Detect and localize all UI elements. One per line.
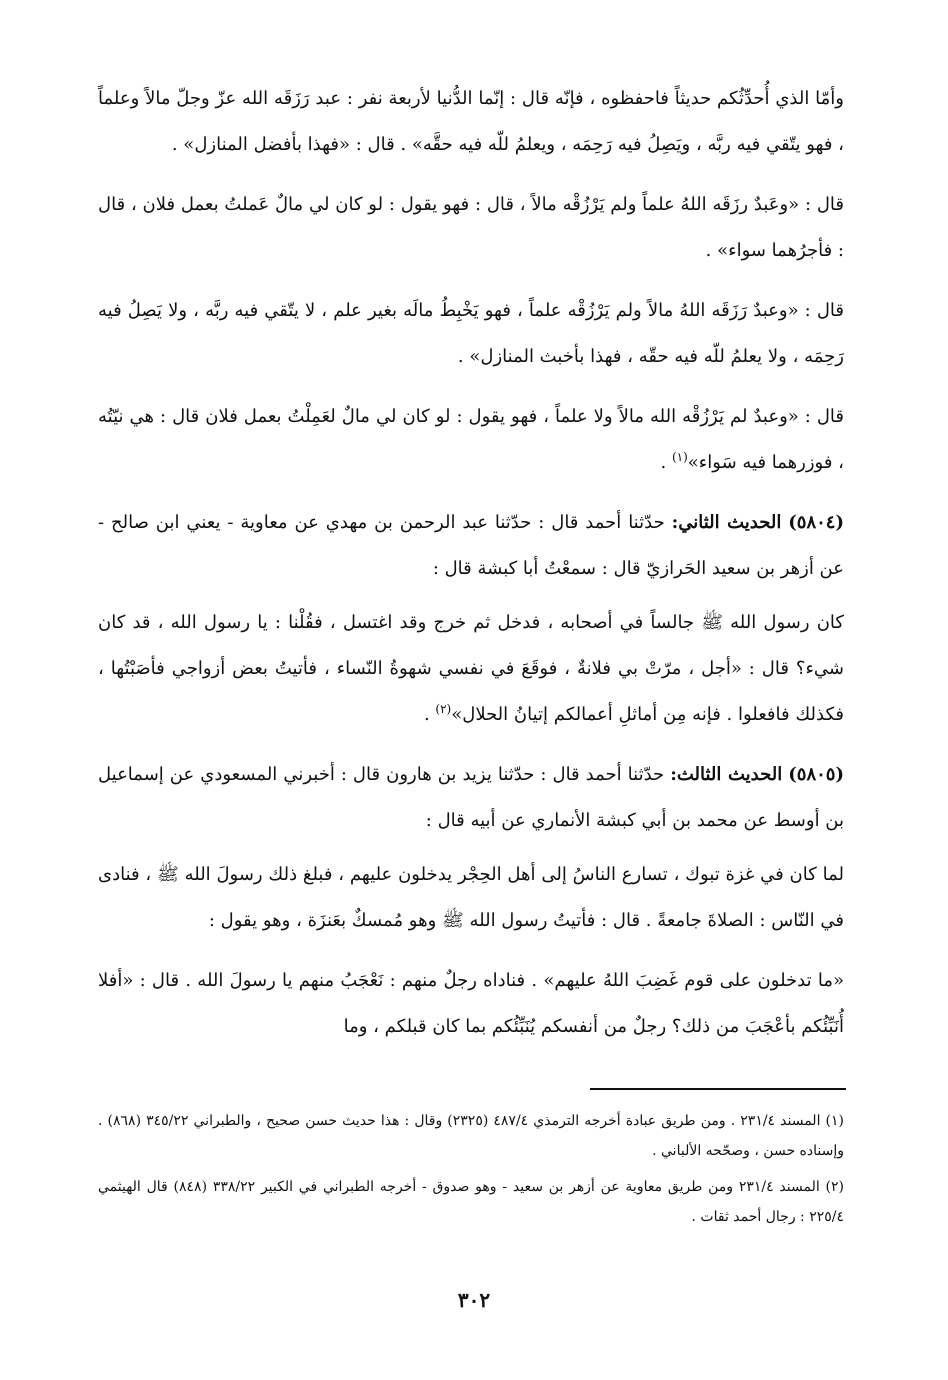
footnote-ref-2: (٢) (435, 702, 452, 716)
hadith-2-header (98, 500, 844, 592)
paragraph-4-end: . (660, 452, 672, 473)
main-text (98, 76, 844, 1050)
paragraph-4 (98, 394, 844, 486)
hadith-2-number: (٥٨٠٤) (788, 512, 844, 533)
paragraph-7: «ما تدخلون على قوم غَضِبَ اللهُ عليهم» . فناداه رجلٌ منهم : نَعْجَبُ منهم يا رسولَ الله . قال : «أفلا أُنَبِّئُكم بأعْجَبَ من ذلك؟ رجلٌ من أنفسكم يُنَبِّئُكم بما كان قبلكم ، وما (98, 970, 844, 1037)
hadith-3-number: (٥٨٠٥) (788, 764, 844, 785)
paragraph-1: وأمّا الذي أُحدِّثُكم حديثاً فاحفظوه ، فإنّه قال : إنّما الدُّنيا لأربعة نفر : عبد رَزَقَه الله عزّ وجلّ مالاً وعلماً ، فهو يتّقي فيه ربَّه ، ويَصِلُ فيه رَحِمَه ، ويعلمُ للّه فيه حقَّه» . قال : «فهذا بأفضل المنازل» . (98, 88, 844, 155)
hadith-2-label: الحديث الثاني: (671, 512, 782, 533)
hadith-2-chain: حدّثنا أحمد قال : حدّثنا عبد الرحمن بن مهدي عن معاوية - يعني ابن صالح - عن أزهر بن سعيد الحَرازيّ قال : سمعْتُ أبا كبشة قال : (98, 512, 844, 579)
page-number: ٣٠٢ (457, 1288, 491, 1312)
paragraph-4-text: قال : «وعبدٌ لم يَرْزُقْه الله مالاً ولا علماً ، فهو يقول : لو كان لي مالٌ لعَمِلْتُ بعمل فلان قال : هي نيّتُه ، فوزرهما فيه سَواء» (98, 406, 844, 473)
paragraph-5 (98, 600, 844, 738)
paragraph-2: قال : «وعَبدٌ رزَقَه اللهُ علماً ولم يَرْزُقْه مالاً ، قال : فهو يقول : لو كان لي مالٌ عَملتُ بعمل فلان ، قال : فأجرُهما سواء» . (98, 194, 844, 261)
footnotes (98, 1106, 844, 1238)
footnote-ref-1: (١) (671, 450, 688, 464)
paragraph-3: قال : «وعبدٌ رَزَقَه اللهُ مالاً ولم يَرْزُقْه علماً ، فهو يَخْبِطُ مالَه بغير علم ، لا يتّقي فيه ربَّه ، ولا يَصِلُ فيه رَحِمَه ، ولا يعلمُ للّه فيه حقّه ، فهذا بأخبث المنازل» . (98, 300, 844, 367)
footnote-divider (590, 1088, 846, 1090)
hadith-3-chain: حدّثنا أحمد قال : حدّثنا يزيد بن هارون قال : أخبرني المسعودي عن إسماعيل بن أوسط عن محمد بن أبي كبشة الأنماري عن أبيه قال : (98, 764, 844, 831)
paragraph-5-end: . (423, 704, 436, 725)
hadith-3-header (98, 752, 844, 844)
paragraph-6: لما كان في غزة تبوك ، تسارع الناسُ إلى أهل الحِجْر يدخلون عليهم ، فبلغ ذلك رسولَ الله ﷺ ، فنادى في النّاس : الصلاةَ جامعةً . قال : فأتيتُ رسول الله ﷺ وهو مُمسكٌ بعَنزَة ، وهو يقول : (98, 864, 844, 931)
footnote-1: (١) المسند ٢٣١/٤ . ومن طريق عبادة أخرجه الترمذي ٤٨٧/٤ (٢٣٢٥) وقال : هذا حديث حسن صحيح ، والطبراني ٣٤٥/٢٢ (٨٦٨) . وإسناده حسن ، وصحّحه الألباني . (98, 1113, 845, 1159)
footnote-2: (٢) المسند ٢٣١/٤ ومن طريق معاوية عن أزهر بن سعيد - وهو صدوق - أخرجه الطبراني في الكبير ٣٣٨/٢٢ (٨٤٨) قال الهيثمي ٢٢٥/٤ : رجال أحمد ثقات . (98, 1179, 844, 1225)
hadith-3-label: الحديث الثالث: (670, 764, 783, 785)
paragraph-5-text: كان رسول الله ﷺ جالساً في أصحابه ، فدخل ثم خرج وقد اغتسل ، فقُلْنا : يا رسول الله ، قد كان شيء؟ قال : «أجل ، مرّتْ بي فلانةٌ ، فوقَعَ في نفسي شهوةُ النّساء ، فأتيتُ بعض أزواجي فأصَبْتُها ، فكذلك فافعلوا . فإنه مِن أماثلِ أعمالكم إتيانُ الحلال» (98, 612, 844, 725)
